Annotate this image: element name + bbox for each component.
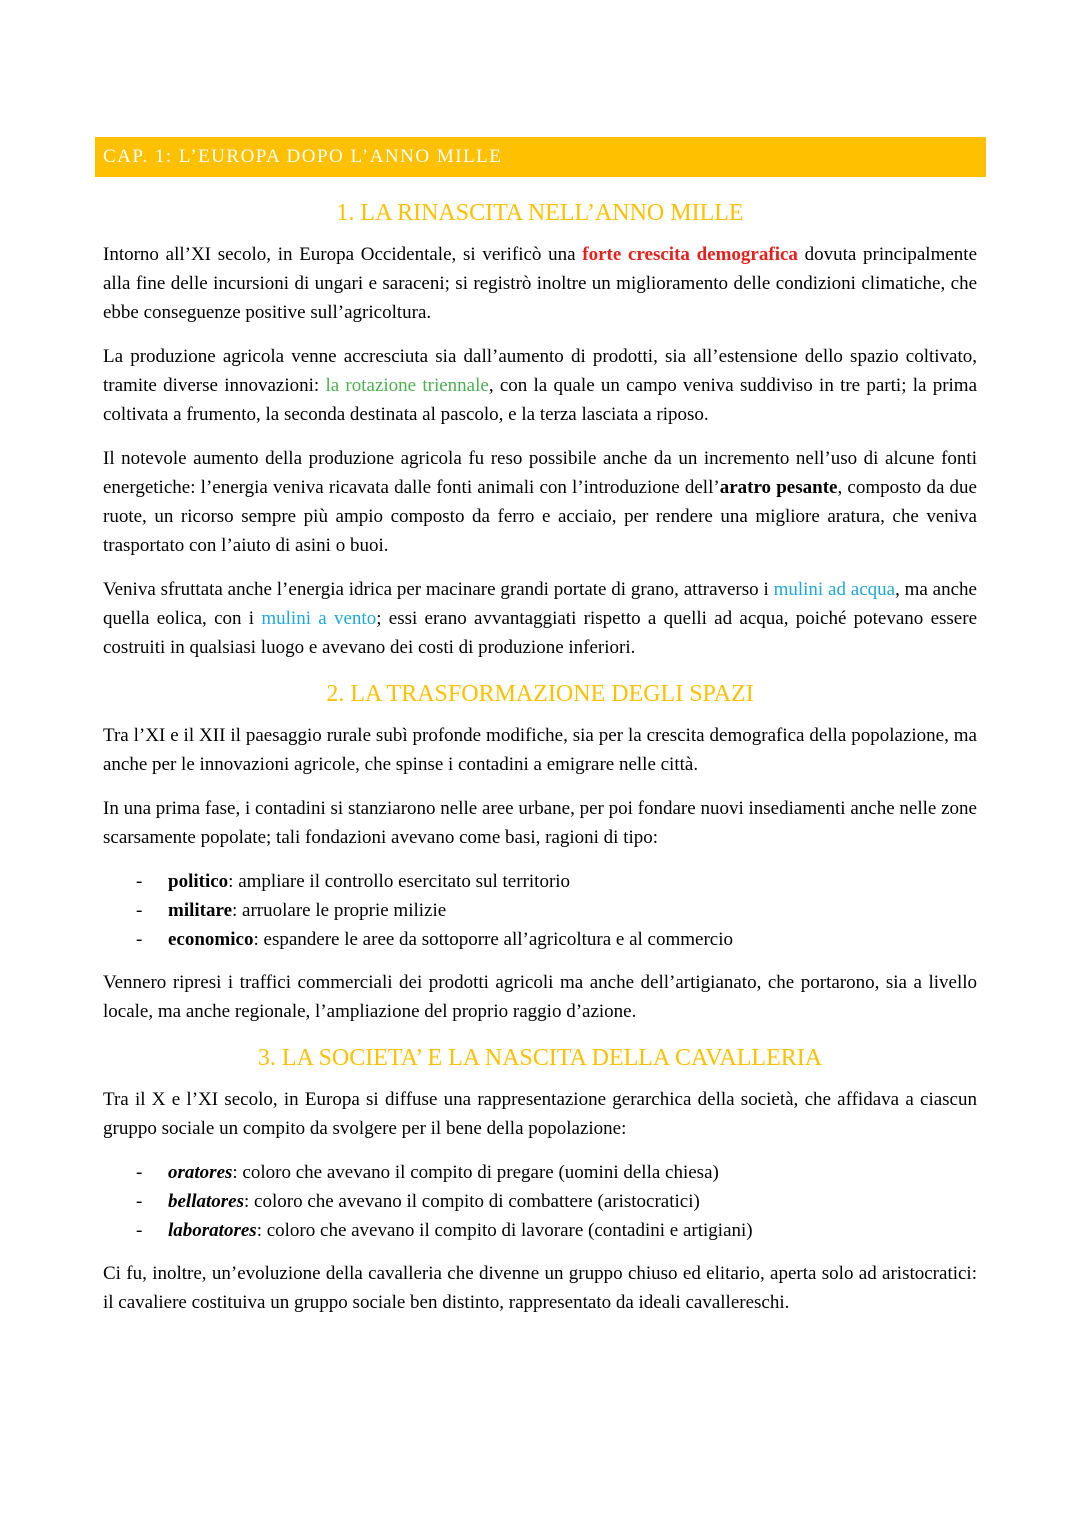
highlight-text: la rotazione triennale	[325, 375, 489, 396]
paragraph: Ci fu, inoltre, un’evoluzione della cavalleria che divenne un gruppo chiuso ed elitario, aperta solo ad aristocratici: il cavaliere costituiva un gruppo sociale ben distinto, rappresentato da ideali cavallereschi.	[103, 1263, 977, 1313]
bold-term: aratro pesante	[719, 477, 838, 498]
list-item: - laboratores: coloro che avevano il compito di lavorare (contadini e artigiani)	[136, 1220, 753, 1241]
paragraph: Veniva sfruttata anche l’energia idrica per macinare grandi portate di grano, attraverso i mulini ad acqua, ma anche quella eolica, con i mulini a vento; essi erano avvantaggiati rispetto a quelli ad acqua, poiché potevano essere costruiti in qualsiasi luogo e avevano dei costi di produzione inferiori.	[103, 579, 977, 658]
list-item: - bellatores: coloro che avevano il compito di combattere (aristocratici)	[136, 1191, 700, 1212]
paragraph: Intorno all’XI secolo, in Europa Occidentale, si verificò una forte crescita demografica dovuta principalmente alla fine delle incursioni di ungari e saraceni; si registrò inoltre un miglioramento delle condizioni climatiche, che ebbe conseguenze positive sull’agricoltura.	[103, 244, 978, 323]
paragraph: La produzione agricola venne accresciuta sia dall’aumento di prodotti, sia all’estensione dello spazio coltivato, tramite diverse innovazioni: la rotazione triennale, con la quale un campo veniva suddiviso in tre parti; la prima coltivata a frumento, la seconda destinata al pascolo, e la terza lasciata a riposo.	[103, 346, 978, 425]
list-item: - economico: espandere le aree da sottoporre all’agricoltura e al commercio	[136, 929, 733, 950]
highlight-text: forte crescita demografica	[582, 244, 798, 265]
list-item: - oratores: coloro che avevano il compito di pregare (uomini della chiesa)	[136, 1162, 719, 1183]
paragraph: Vennero ripresi i traffici commerciali dei prodotti agricoli ma anche dell’artigianato, che portarono, sia a livello locale, ma anche regionale, l’ampliazione del proprio raggio d’azione.	[103, 972, 977, 1022]
chapter-title-bar: CAP. 1: L’EUROPA DOPO L’ANNO MILLE	[95, 137, 986, 177]
paragraph: Tra l’XI e il XII il paesaggio rurale subì profonde modifiche, sia per la crescita demografica della popolazione, ma anche per le innovazioni agricole, che spinse i contadini a emigrare nelle città.	[103, 725, 977, 775]
paragraph: In una prima fase, i contadini si stanziarono nelle aree urbane, per poi fondare nuovi insediamenti anche nelle zone scarsamente popolate; tali fondazioni avevano come basi, ragioni di tipo:	[103, 798, 977, 848]
section-heading-1: 1. LA RINASCITA NELL’ANNO MILLE	[336, 200, 744, 226]
highlight-text: mulini ad acqua	[773, 579, 896, 600]
list-item: - politico: ampliare il controllo esercitato sul territorio	[136, 871, 571, 892]
section-heading-3: 3. LA SOCIETA’ E LA NASCITA DELLA CAVALLERIA	[257, 1045, 823, 1071]
paragraph: Tra il X e l’XI secolo, in Europa si diffuse una rappresentazione gerarchica della società, che affidava a ciascun gruppo sociale un compito da svolgere per il bene della popolazione:	[103, 1089, 977, 1139]
highlight-text: mulini a vento	[261, 608, 377, 629]
bullet-list	[103, 867, 977, 954]
bullet-list	[103, 1158, 977, 1245]
paragraph: Il notevole aumento della produzione agricola fu reso possibile anche da un incremento nell’uso di alcune fonti energetiche: l’energia veniva ricavata dalle fonti animali con l’introduzione dell’aratro pesante, composto da due ruote, un ricorso sempre più ampio composto da ferro e acciaio, per rendere una migliore aratura, che veniva trasportato con l’aiuto di asini o buoi.	[103, 448, 977, 556]
list-item: - militare: arruolare le proprie milizie	[136, 900, 447, 921]
section-heading-2: 2. LA TRASFORMAZIONE DEGLI SPAZI	[326, 681, 754, 707]
document-body	[103, 196, 977, 1332]
